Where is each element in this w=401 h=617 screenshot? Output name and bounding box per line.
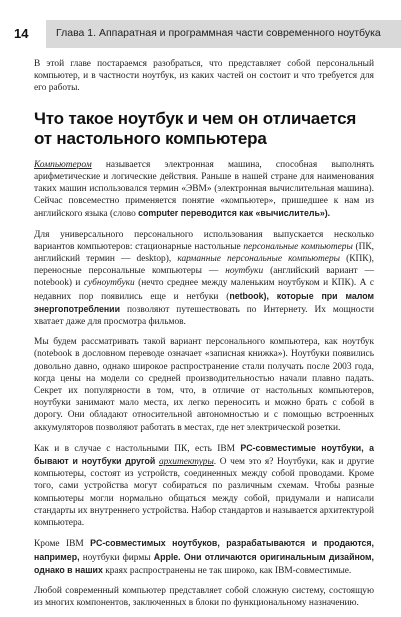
- paragraph-text: ноутбуки фирмы: [79, 552, 154, 563]
- bold-text: netbook), которые при малом энергопотреблении: [34, 290, 374, 314]
- page-number: 14: [14, 26, 29, 41]
- paragraph-text: (нечто среднее между маленьким ноутбуком и КПК). А с недавних пор появились еще и нетбуки (: [34, 278, 375, 302]
- paragraph-notebook-history: Мы будем рассматривать такой вариант персонального компьютера, как ноутбук (notebook в дословном переводе означает «записная книжка»). Ноутбуки появились довольно давно, однако широкое распространение стали получать после 2003 года, когда цены на модели со средней производительностью начали плавно падать. Секрет их популярности в том, что, в отличие от настольных компьютеров, ноутбуки занимают мало места, их легко переносить и можно брать с собой в дорогу. Они обладают относительной автономностью и с помощью встроенных аккумуляторов позволяют работать в местах, где нет электрической розетки.: [34, 337, 374, 433]
- bold-text: PC-совместимых ноутбуков, разрабатываются и продаются, например,: [34, 538, 374, 562]
- paragraph-text: (КПК), переносные персональные компьютеры —: [34, 254, 374, 277]
- paragraph-computer-types: [34, 229, 374, 329]
- term-pocket-pc: карманные персональные компьютеры: [177, 254, 340, 265]
- paragraph-text: краях распространены не так широко, как IBM-совместимые.: [102, 565, 352, 576]
- header-bar: [46, 20, 401, 48]
- paragraph-apple: [34, 537, 374, 577]
- term-architecture: архитектуры: [158, 457, 214, 468]
- intro-paragraph: В этой главе постараемся разобраться, что представляет собой персональный компьютер, и в частности ноутбук, из каких частей он состоит и что требуется для его работы.: [34, 59, 374, 94]
- paragraph-text: Как и в случае с настольными ПК, есть IBM: [34, 443, 241, 454]
- paragraph-text: Для универсального персонального использования выпускается несколько вариантов компьютеров: стационарные настольные: [34, 229, 374, 252]
- page-header: [0, 8, 401, 48]
- chapter-title: Глава 1. Аппаратная и программная части современного ноутбука: [56, 27, 381, 39]
- term-computer: Компьютером: [34, 159, 92, 170]
- paragraph-text: Кроме IBM: [34, 539, 91, 550]
- paragraph-text: позволяют путешествовать по Интернету. Их мощности хватает даже для просмотра фильмов.: [34, 304, 374, 328]
- paragraph-architecture: [34, 442, 374, 529]
- paragraph-components: Любой современный компьютер представляет собой сложную систему, состоящую из многих компонентов, заключенных в блоки по функциональному назначению.: [34, 585, 374, 609]
- section-heading: Что такое ноутбук и чем он отличается от настольного компьютера: [34, 108, 357, 148]
- paragraph-computer-definition: [34, 159, 374, 221]
- term-notebooks: ноутбуки: [225, 266, 264, 277]
- bold-text: computer переводится как «вычислитель»).: [138, 208, 331, 219]
- paragraph-text: (ПК, английский термин — desktop),: [34, 241, 374, 265]
- term-personal-computers: персональные компьютеры: [243, 241, 353, 252]
- bold-text: PC-совместимые ноутбуки, а бывают и ноутбуки другой: [34, 442, 374, 467]
- paragraph-text: (английский вариант — notebook) и: [34, 266, 375, 289]
- bold-text: Apple. Они отличаются оригинальным дизайном, однако в наших: [34, 551, 374, 575]
- paragraph-text: . О чем это я? Ноутбуки, как и другие компьютеры, состоят из устройств, соединенных между собой проводами. Кроме того, сами устройства могут собираться по различным схемам. Чтобы разные компьютеры могли нормально общаться между собой, придумали и написали стандарты их внутреннего устройства. Набор стандартов и называется архитектурой компьютера.: [34, 457, 375, 529]
- paragraph-text: называется электронная машина, способная выполнять арифметические и логические действия. Раньше в нашей стране для наименования таких машин использовался термин «ЭВМ» (электронная вычислительная машина). Сейчас повсеместно применяется понятие «компьютер», пришедшее к нам из английского языка (слово: [34, 159, 374, 220]
- term-subnotebooks: субноутбуки: [83, 278, 135, 289]
- page-body: [34, 58, 374, 617]
